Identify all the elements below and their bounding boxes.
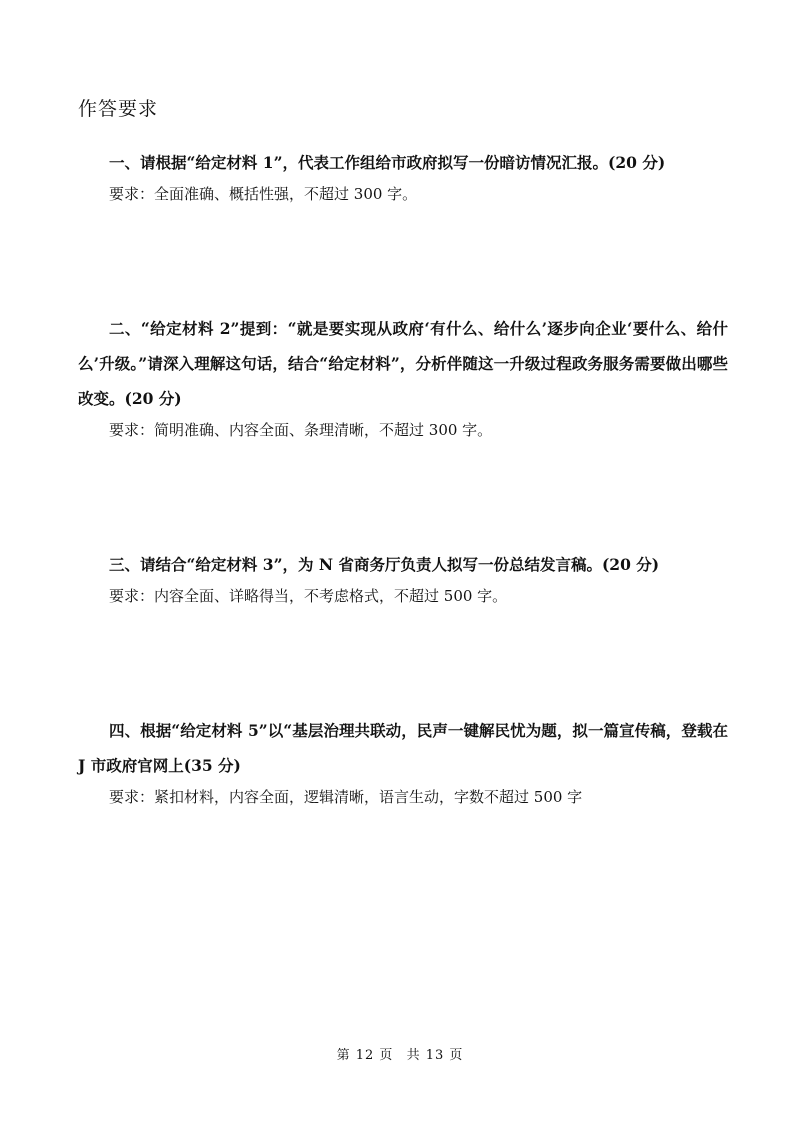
question-requirement: 要求：紧扣材料，内容全面，逻辑清晰，语言生动，字数不超过 500 字	[109, 788, 583, 806]
question-text: 四、根据“给定材料 5”以“基层治理共联动，民声一键解民忧为题，拟一篇宣传稿，登载在 J 市政府官网上(35 分)	[78, 721, 728, 775]
question-requirement: 要求：内容全面、详略得当，不考虑格式，不超过 500 字。	[109, 587, 508, 605]
question-requirement: 要求：简明准确、内容全面、条理清晰，不超过 300 字。	[109, 421, 493, 439]
page-number: 第 12 页	[336, 1048, 394, 1063]
page-footer	[0, 1044, 800, 1063]
question-text: 一、请根据“给定材料 1”，代表工作组给市政府拟写一份暗访情况汇报。(20 分)	[109, 153, 666, 172]
question-text: 三、请结合“给定材料 3”，为 N 省商务厅负责人拟写一份总结发言稿。(20 分)	[109, 555, 660, 574]
page-title: 作答要求	[78, 98, 159, 120]
question-text: 二、“给定材料 2”提到：“就是要实现从政府‘有什么、给什么’逐步向企业‘要什么、给什么’升级。”请深入理解这句话，结合“给定材料”，分析伴随这一升级过程政务服务需要做出哪些改变。(20 分)	[78, 319, 728, 408]
question-1	[78, 145, 728, 208]
question-4	[78, 713, 728, 811]
question-2	[78, 311, 728, 444]
question-3	[78, 547, 728, 610]
page-total: 共 13 页	[406, 1048, 464, 1063]
question-requirement: 要求：全面准确、概括性强，不超过 300 字。	[109, 185, 418, 203]
